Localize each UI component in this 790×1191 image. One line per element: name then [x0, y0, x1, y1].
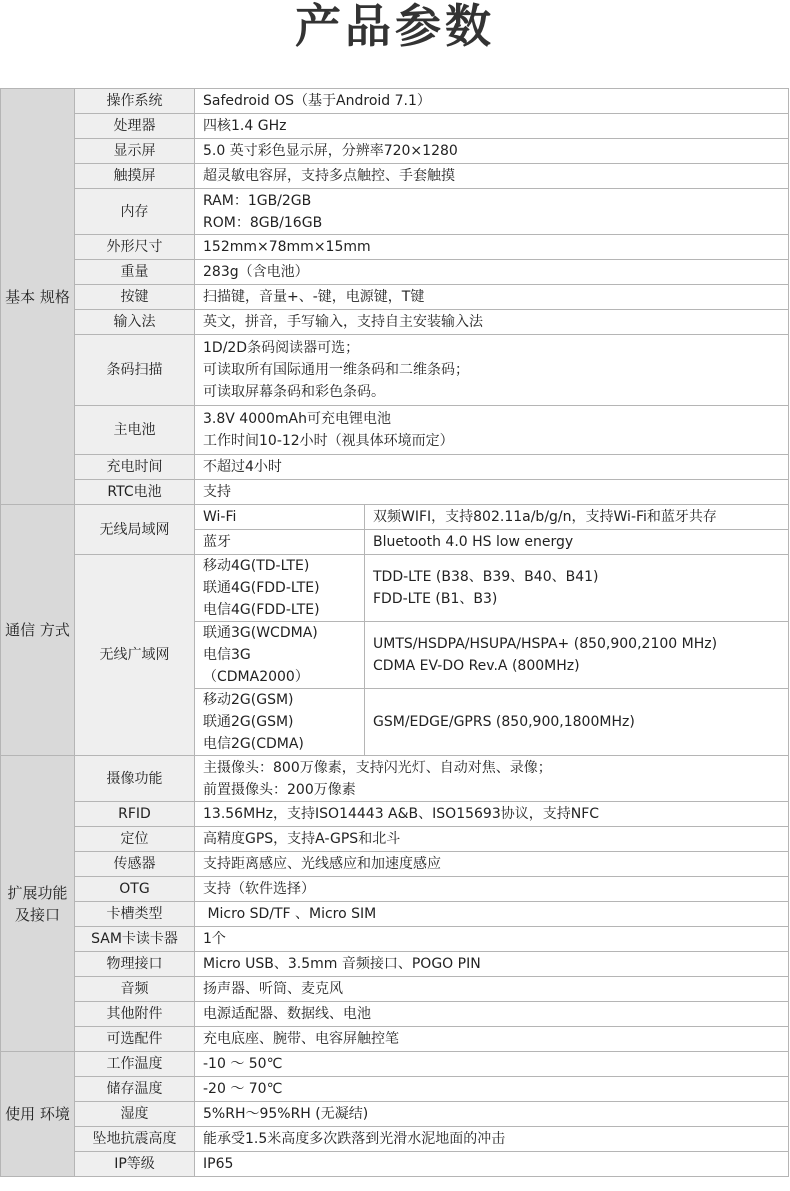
category-env: 使用 环境: [1, 1052, 75, 1177]
spec-label: 输入法: [75, 310, 195, 335]
spec-label: 物理接口: [75, 952, 195, 977]
value-line: ROM：8GB/16GB: [203, 214, 323, 231]
table-row: [1, 505, 789, 530]
sub-line: 联通4G(FDD-LTE): [203, 580, 320, 596]
spec-label: OTG: [75, 877, 195, 902]
table-row: [1, 310, 789, 335]
spec-value: 5.0 英寸彩色显示屏，分辨率720×1280: [195, 139, 789, 164]
spec-label: 外形尺寸: [75, 235, 195, 260]
table-row: [1, 189, 789, 235]
spec-label: 音频: [75, 977, 195, 1002]
table-row: [1, 802, 789, 827]
spec-label: IP等级: [75, 1152, 195, 1177]
spec-label: 坠地抗震高度: [75, 1127, 195, 1152]
spec-value: [195, 406, 789, 455]
table-row: [1, 285, 789, 310]
table-row: [1, 555, 789, 622]
spec-value: 13.56MHz，支持ISO14443 A&B、ISO15693协议，支持NFC: [195, 802, 789, 827]
spec-value: 扫描键，音量+、-键，电源键，T键: [195, 285, 789, 310]
table-row: [1, 756, 789, 802]
spec-label: 操作系统: [75, 89, 195, 114]
sub-label: Wi-Fi: [195, 505, 365, 530]
table-row: [1, 1052, 789, 1077]
spec-label: 触摸屏: [75, 164, 195, 189]
sub-line: 电信2G(CDMA): [203, 736, 304, 752]
spec-value: 152mm×78mm×15mm: [195, 235, 789, 260]
value-line: 前置摄像头：200万像素: [203, 781, 356, 798]
spec-value: -10 ～ 50℃: [195, 1052, 789, 1077]
table-row: [1, 1127, 789, 1152]
value-line: TDD-LTE (B38、B39、B40、B41): [373, 569, 599, 585]
sub-label: [195, 689, 365, 756]
category-comm: 通信 方式: [1, 505, 75, 756]
spec-value: 能承受1.5米高度多次跌落到光滑水泥地面的冲击: [195, 1127, 789, 1152]
table-row: [1, 139, 789, 164]
table-row: [1, 235, 789, 260]
spec-value: 支持距离感应、光线感应和加速度感应: [195, 852, 789, 877]
table-row: [1, 1027, 789, 1052]
spec-value: 283g（含电池）: [195, 260, 789, 285]
spec-label: 按键: [75, 285, 195, 310]
spec-value: Bluetooth 4.0 HS low energy: [365, 530, 789, 555]
sub-label: [195, 555, 365, 622]
spec-label: 内存: [75, 189, 195, 235]
sub-line: 电信3G: [203, 647, 251, 663]
spec-label: 充电时间: [75, 455, 195, 480]
value-line: 主摄像头：800万像素，支持闪光灯、自动对焦、录像；: [203, 759, 552, 776]
table-row: [1, 1077, 789, 1102]
sub-line: 联通2G(GSM): [203, 714, 294, 730]
sub-line: 电信4G(FDD-LTE): [203, 602, 320, 618]
spec-label: 可选配件: [75, 1027, 195, 1052]
page-title: 产品参数: [295, 0, 495, 53]
spec-label: 无线局域网: [75, 505, 195, 555]
sub-line: 联通3G(WCDMA): [203, 625, 318, 641]
spec-value: Micro SD/TF 、Micro SIM: [195, 902, 789, 927]
spec-label: RFID: [75, 802, 195, 827]
value-line: 可读取屏幕条码和彩色条码。: [203, 384, 385, 400]
table-row: [1, 1002, 789, 1027]
spec-label: 无线广域网: [75, 555, 195, 756]
table-row: [1, 164, 789, 189]
spec-label: 重量: [75, 260, 195, 285]
table-row: [1, 852, 789, 877]
value-line: 工作时间10-12小时（视具体环境而定）: [203, 433, 454, 449]
spec-value: 不超过4小时: [195, 455, 789, 480]
spec-value: 电源适配器、数据线、电池: [195, 1002, 789, 1027]
value-line: CDMA EV-DO Rev.A (800MHz): [373, 658, 580, 674]
spec-value: [195, 189, 789, 235]
spec-value: 扬声器、听筒、麦克风: [195, 977, 789, 1002]
spec-value: 双频WIFI，支持802.11a/b/g/n，支持Wi-Fi和蓝牙共存: [365, 505, 789, 530]
table-row: [1, 902, 789, 927]
spec-value: 1个: [195, 927, 789, 952]
spec-table: [0, 88, 789, 1177]
spec-label: 湿度: [75, 1102, 195, 1127]
spec-label: 传感器: [75, 852, 195, 877]
spec-label: 卡槽类型: [75, 902, 195, 927]
value-line: 可读取所有国际通用一维条码和二维条码；: [203, 362, 469, 378]
spec-label: RTC电池: [75, 480, 195, 505]
spec-value: 四核1.4 GHz: [195, 114, 789, 139]
spec-label: 储存温度: [75, 1077, 195, 1102]
table-row: [1, 455, 789, 480]
sub-label: [195, 622, 365, 689]
spec-value: Safedroid OS（基于Android 7.1）: [195, 89, 789, 114]
spec-label: 显示屏: [75, 139, 195, 164]
table-row: [1, 260, 789, 285]
table-row: [1, 406, 789, 455]
sub-line: （CDMA2000）: [203, 669, 309, 685]
spec-label: 主电池: [75, 406, 195, 455]
spec-value: IP65: [195, 1152, 789, 1177]
table-row: [1, 480, 789, 505]
sub-label: 蓝牙: [195, 530, 365, 555]
spec-value: [195, 335, 789, 406]
spec-value: 充电底座、腕带、电容屏触控笔: [195, 1027, 789, 1052]
table-row: [1, 114, 789, 139]
spec-value: 高精度GPS，支持A-GPS和北斗: [195, 827, 789, 852]
value-line: 1D/2D条码阅读器可选；: [203, 340, 360, 356]
sub-line: 移动2G(GSM): [203, 692, 294, 708]
spec-value: 超灵敏电容屏，支持多点触控、手套触摸: [195, 164, 789, 189]
spec-value: 支持（软件选择）: [195, 877, 789, 902]
spec-value: [365, 555, 789, 622]
category-ext: 扩展功能 及接口: [1, 756, 75, 1052]
spec-value: 5%RH～95%RH (无凝结): [195, 1102, 789, 1127]
value-line: UMTS/HSDPA/HSUPA/HSPA+ (850,900,2100 MHz): [373, 636, 718, 652]
category-basic: 基本 规格: [1, 89, 75, 505]
table-row: [1, 927, 789, 952]
table-row: [1, 335, 789, 406]
table-row: [1, 977, 789, 1002]
value-line: FDD-LTE (B1、B3): [373, 591, 498, 607]
table-row: [1, 827, 789, 852]
spec-value: [365, 622, 789, 689]
spec-label: 定位: [75, 827, 195, 852]
table-row: [1, 89, 789, 114]
table-row: [1, 952, 789, 977]
spec-label: 工作温度: [75, 1052, 195, 1077]
spec-label: 条码扫描: [75, 335, 195, 406]
spec-label: 处理器: [75, 114, 195, 139]
table-row: [1, 1152, 789, 1177]
spec-value: 英文，拼音，手写输入，支持自主安装输入法: [195, 310, 789, 335]
spec-value: [195, 756, 789, 802]
sub-line: 移动4G(TD-LTE): [203, 558, 310, 574]
value-line: RAM：1GB/2GB: [203, 192, 312, 209]
spec-label: SAM卡读卡器: [75, 927, 195, 952]
spec-label: 摄像功能: [75, 756, 195, 802]
table-row: [1, 877, 789, 902]
spec-value: Micro USB、3.5mm 音频接口、POGO PIN: [195, 952, 789, 977]
spec-value: 支持: [195, 480, 789, 505]
value-line: GSM/EDGE/GPRS (850,900,1800MHz): [373, 714, 635, 730]
spec-value: [365, 689, 789, 756]
table-row: [1, 1102, 789, 1127]
value-line: 3.8V 4000mAh可充电锂电池: [203, 411, 392, 427]
spec-value: -20 ～ 70℃: [195, 1077, 789, 1102]
spec-label: 其他附件: [75, 1002, 195, 1027]
